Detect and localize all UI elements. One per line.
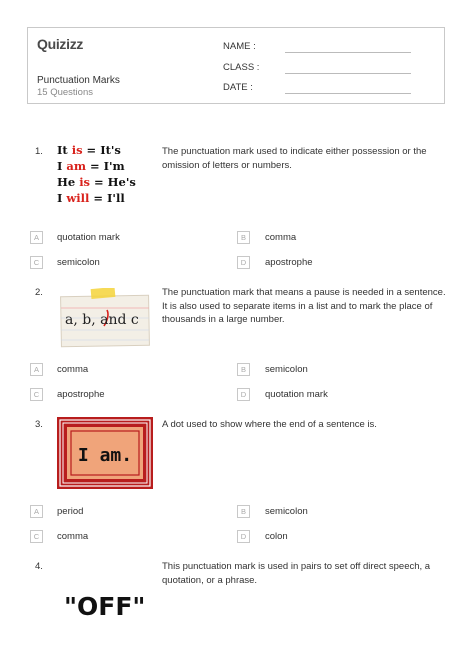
option-text: comma [57,531,89,542]
worksheet-title: Punctuation Marks [37,75,120,86]
comma-notecard-image [57,288,153,348]
question-number: 3. [35,419,43,430]
option-letter-box[interactable]: C [30,530,43,543]
option-letter-box[interactable]: B [237,363,250,376]
question-number: 2. [35,287,43,298]
question-text: This punctuation mark is used in pairs to set off direct speech, a quotation, or a phrase. [162,561,431,586]
class-field[interactable] [285,73,411,74]
notecard-text: a, b, and c [65,312,139,328]
question-number: 1. [35,146,43,157]
question-text: A dot used to show where the end of a sentence is. [162,419,377,430]
option-letter-box[interactable]: B [237,231,250,244]
contractions-image [57,142,153,216]
name-field[interactable] [285,52,411,53]
quotation-image-text: "OFF" [64,592,146,621]
option-text: comma [57,364,89,375]
question-text: The punctuation mark that means a pause is needed in a sentence. It is also used to separate items in a list and to mark the place of thousands in a large number. [162,287,446,325]
date-field[interactable] [285,93,411,94]
option-text: apostrophe [57,389,105,400]
option-letter-box[interactable]: D [237,388,250,401]
contraction-line: He is = He's [57,175,136,189]
option-letter-box[interactable]: A [30,363,43,376]
option-letter-box[interactable]: D [237,530,250,543]
option-text: quotation mark [57,232,120,243]
option-letter-box[interactable]: C [30,388,43,401]
quizizz-logo: Quizizz [37,36,84,52]
class-label: CLASS : [223,62,260,73]
option-letter-box[interactable]: B [237,505,250,518]
contraction-line: I will = I'll [57,191,125,205]
option-text: semicolon [265,364,308,375]
option-letter-box[interactable]: D [237,256,250,269]
option-text: period [57,506,84,517]
contraction-line: I am = I'm [57,159,125,173]
question-text: The punctuation mark used to indicate either possession or the omission of letters or numbers. [162,146,427,171]
option-text: semicolon [265,506,308,517]
sign-text: I am. [77,445,133,466]
option-text: colon [265,531,288,542]
contraction-line: It is = It's [57,143,121,157]
option-text: quotation mark [265,389,328,400]
option-text: apostrophe [265,257,313,268]
option-letter-box[interactable]: C [30,256,43,269]
question-count: 15 Questions [37,87,93,98]
option-letter-box[interactable]: A [30,231,43,244]
option-letter-box[interactable]: A [30,505,43,518]
name-label: NAME : [223,41,256,52]
question-number: 4. [35,561,43,572]
period-sign-image [57,417,153,489]
option-text: semicolon [57,257,100,268]
date-label: DATE : [223,82,253,93]
option-text: comma [265,232,297,243]
